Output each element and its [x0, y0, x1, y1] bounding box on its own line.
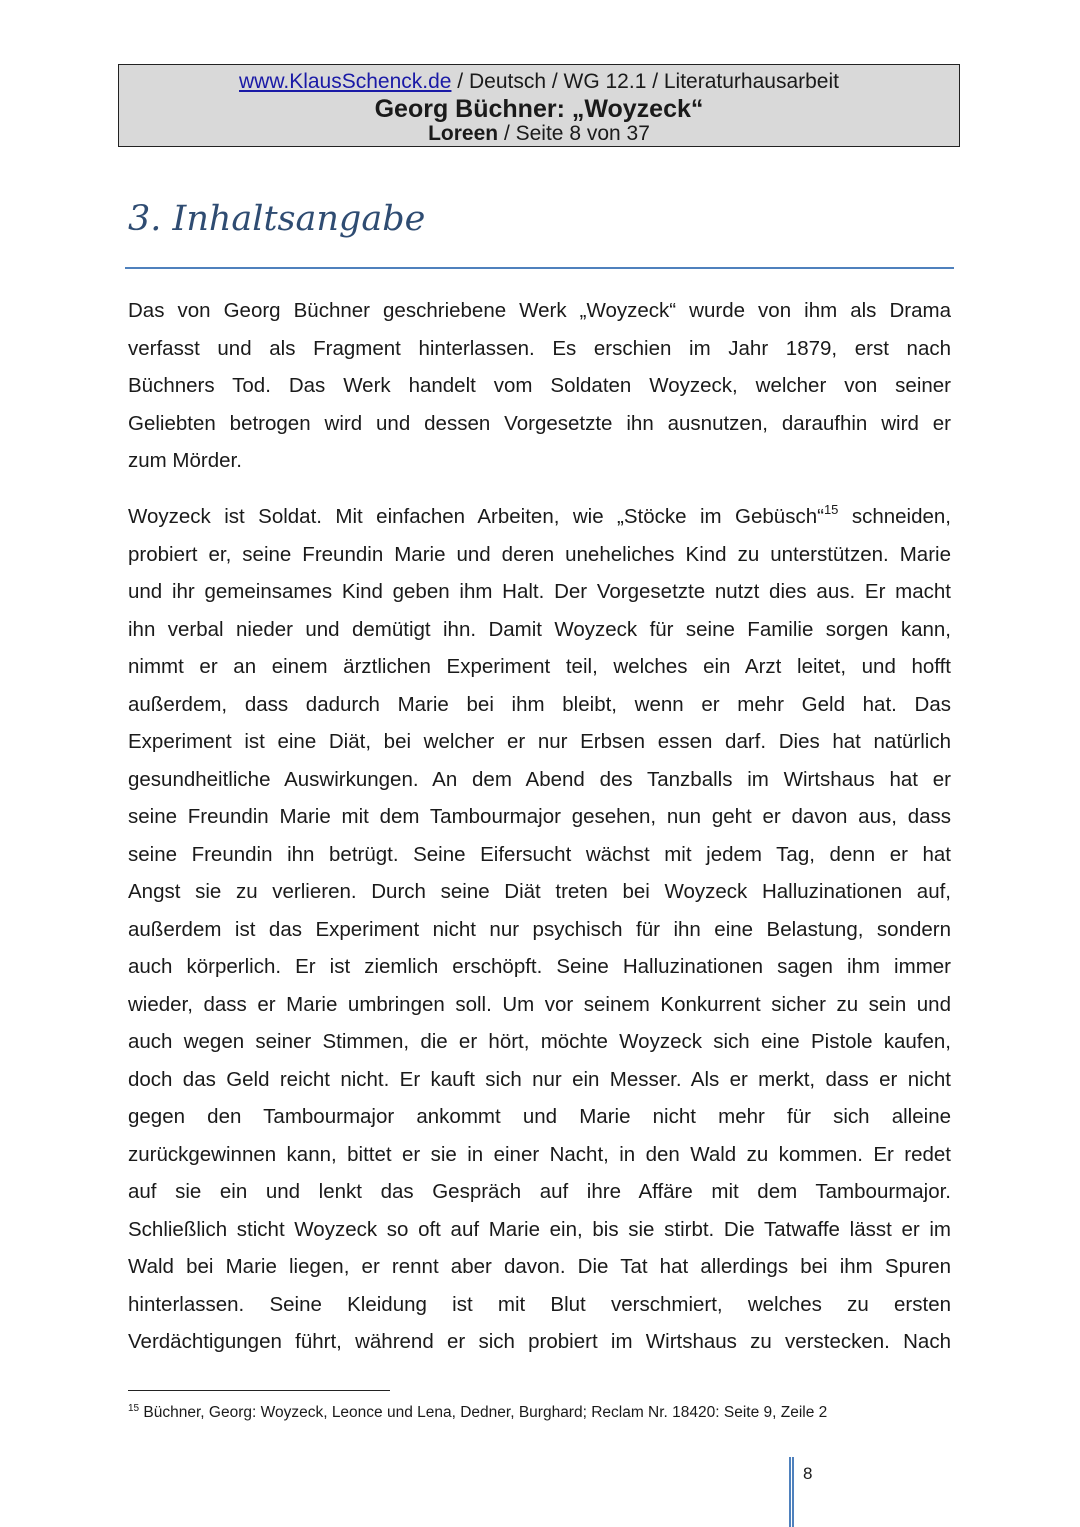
- text-line: Geliebten betrogen wird und dessen Vorgesetzte ihn ausnutzen, daraufhin wird er: [128, 411, 951, 435]
- text-line: gegen den Tambourmajor ankommt und Marie nicht mehr für sich alleine: [128, 1105, 951, 1128]
- text-line: doch das Geld reicht nicht. Er kauft sich nur ein Messer. Als er merkt, dass er nicht: [128, 1067, 951, 1091]
- text-line: Experiment ist eine Diät, bei welcher er nur Erbsen essen darf. Dies hat natürlich: [128, 730, 951, 753]
- text-line: außerdem ist das Experiment nicht nur psychisch für ihn eine Belastung, sondern: [128, 917, 951, 941]
- text-segment: schneiden,: [838, 505, 951, 528]
- header-course-text: / Deutsch / WG 12.1 / Literaturhausarbeit: [451, 70, 839, 93]
- text-line: auch wegen seiner Stimmen, die er hört, möchte Woyzeck sich eine Pistole kaufen,: [128, 1030, 951, 1053]
- header-author: Loreen: [428, 122, 499, 145]
- text-line: Schließlich sticht Woyzeck so oft auf Marie ein, bis sie stirbt. Die Tatwaffe lässt er im: [128, 1217, 951, 1241]
- section-title: 3. Inhaltsangabe: [128, 199, 426, 239]
- text-line: Angst sie zu verlieren. Durch seine Diät treten bei Woyzeck Halluzinationen auf,: [128, 880, 951, 903]
- header-course-line: [119, 69, 959, 95]
- text-line-with-footnote: [128, 498, 951, 536]
- text-line: probiert er, seine Freundin Marie und deren uneheliches Kind zu unterstützen. Marie: [128, 542, 951, 566]
- text-line: auch körperlich. Er ist ziemlich erschöpft. Seine Halluzinationen sagen ihm immer: [128, 955, 951, 978]
- header-work-title: Georg Büchner: „Woyzeck“: [374, 95, 704, 123]
- footnote-text: Büchner, Georg: Woyzeck, Leonce und Lena, Dedner, Burghard; Reclam Nr. 18420: Seite 9, Zeile 2: [139, 1404, 828, 1421]
- header-page-info: / Seite 8 von 37: [498, 122, 650, 145]
- text-line: verfasst und als Fragment hinterlassen. Es erschien im Jahr 1879, erst nach: [128, 336, 951, 360]
- title-underline: [125, 267, 954, 269]
- text-line: auf sie ein und lenkt das Gespräch auf ihre Affäre mit dem Tambourmajor.: [128, 1180, 951, 1203]
- text-segment: Woyzeck ist Soldat. Mit einfachen Arbeiten, wie „Stöcke im Gebüsch“: [128, 505, 824, 528]
- header-author-page: [119, 122, 959, 146]
- text-line: hinterlassen. Seine Kleidung ist mit Blut verschmiert, welches zu ersten: [128, 1292, 951, 1316]
- text-line: außerdem, dass dadurch Marie bei ihm bleibt, wenn er mehr Geld hat. Das: [128, 692, 951, 716]
- text-line: Wald bei Marie liegen, er rennt aber davon. Die Tat hat allerdings bei ihm Spuren: [128, 1255, 951, 1278]
- page-number: 8: [803, 1464, 813, 1483]
- text-line: wieder, dass er Marie umbringen soll. Um vor seinem Konkurrent sicher zu sein und: [128, 992, 951, 1016]
- text-line: zurückgewinnen kann, bittet er sie in einer Nacht, in den Wald zu kommen. Er redet: [128, 1142, 951, 1166]
- text-line: seine Freundin ihn betrügt. Seine Eifersucht wächst mit jedem Tag, denn er hat: [128, 842, 951, 866]
- text-line: nimmt er an einem ärztlichen Experiment teil, welches ein Arzt leitet, und hofft: [128, 655, 951, 678]
- text-line: und ihr gemeinsames Kind geben ihm Halt. Der Vorgesetzte nutzt dies aus. Er macht: [128, 580, 951, 603]
- text-line: gesundheitliche Auswirkungen. An dem Abend des Tanzballs im Wirtshaus hat er: [128, 767, 951, 791]
- page-number-bar: [789, 1457, 794, 1527]
- text-line: Verdächtigungen führt, während er sich probiert im Wirtshaus zu verstecken. Nach: [128, 1330, 951, 1353]
- footnote-number: 15: [128, 1403, 140, 1414]
- text-line: Das von Georg Büchner geschriebene Werk „Woyzeck“ wurde von ihm als Drama: [128, 299, 951, 322]
- text-line: seine Freundin Marie mit dem Tambourmajor gesehen, nun geht er davon aus, dass: [128, 805, 951, 828]
- text-line: Büchners Tod. Das Werk handelt vom Soldaten Woyzeck, welcher von seiner: [128, 374, 951, 397]
- page-header: [118, 64, 960, 147]
- footnote-separator: [128, 1390, 390, 1391]
- text-line: ihn verbal nieder und demütigt ihn. Damit Woyzeck für seine Familie sorgen kann,: [128, 617, 951, 641]
- footnote: [128, 1402, 827, 1424]
- footnote-reference[interactable]: 15: [823, 502, 839, 517]
- paragraph-summary: [128, 498, 951, 1361]
- paragraph-intro: [128, 292, 951, 480]
- text-line: zum Mörder.: [128, 449, 242, 472]
- website-link[interactable]: www.KlausSchenck.de: [239, 70, 452, 93]
